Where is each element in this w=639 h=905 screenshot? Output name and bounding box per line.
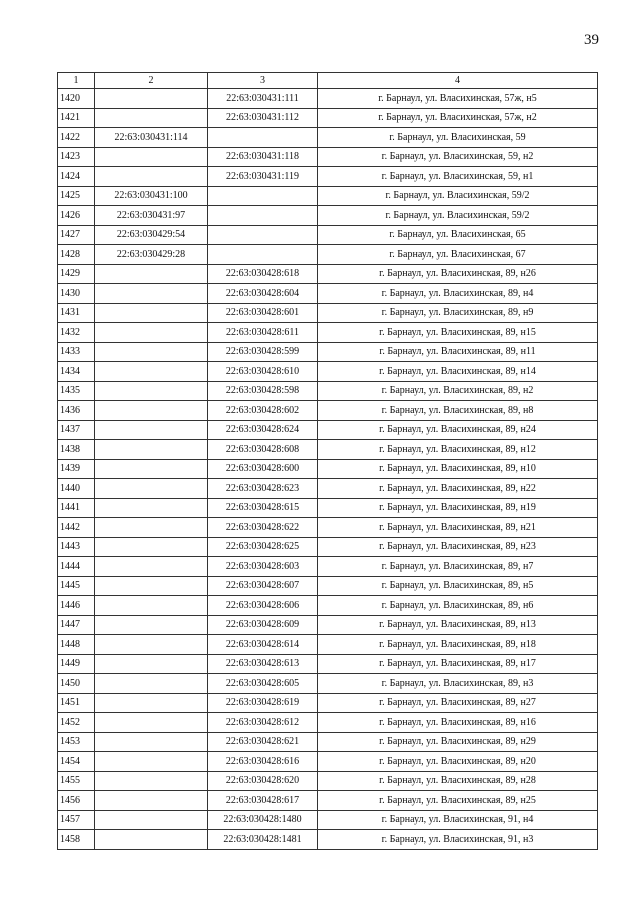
address-cell: г. Барнаул, ул. Власихинская, 89, н2 xyxy=(318,381,598,401)
building-cadastral-cell: 22:63:030428:1480 xyxy=(208,810,318,830)
row-number-cell: 1440 xyxy=(58,479,95,499)
row-number-cell: 1438 xyxy=(58,440,95,460)
building-cadastral-cell: 22:63:030428:611 xyxy=(208,323,318,343)
row-number-cell: 1428 xyxy=(58,245,95,265)
land-cadastral-cell xyxy=(95,420,208,440)
land-cadastral-cell xyxy=(95,693,208,713)
header-cell-col3: 3 xyxy=(208,73,318,89)
table-row xyxy=(58,342,598,362)
land-cadastral-cell xyxy=(95,401,208,421)
land-cadastral-cell xyxy=(95,576,208,596)
table-header xyxy=(58,73,598,89)
building-cadastral-cell: 22:63:030428:1481 xyxy=(208,830,318,850)
address-cell: г. Барнаул, ул. Власихинская, 89, н11 xyxy=(318,342,598,362)
address-cell: г. Барнаул, ул. Власихинская, 89, н22 xyxy=(318,479,598,499)
address-cell: г. Барнаул, ул. Власихинская, 89, н24 xyxy=(318,420,598,440)
address-cell: г. Барнаул, ул. Власихинская, 89, н23 xyxy=(318,537,598,557)
address-cell: г. Барнаул, ул. Власихинская, 89, н13 xyxy=(318,615,598,635)
land-cadastral-cell xyxy=(95,284,208,304)
table-row xyxy=(58,732,598,752)
row-number-cell: 1443 xyxy=(58,537,95,557)
address-cell: г. Барнаул, ул. Власихинская, 59/2 xyxy=(318,186,598,206)
address-cell: г. Барнаул, ул. Власихинская, 89, н5 xyxy=(318,576,598,596)
land-cadastral-cell xyxy=(95,303,208,323)
land-cadastral-cell xyxy=(95,810,208,830)
building-cadastral-cell: 22:63:030428:602 xyxy=(208,401,318,421)
address-cell: г. Барнаул, ул. Власихинская, 89, н16 xyxy=(318,713,598,733)
land-cadastral-cell xyxy=(95,674,208,694)
building-cadastral-cell: 22:63:030428:601 xyxy=(208,303,318,323)
row-number-cell: 1429 xyxy=(58,264,95,284)
address-cell: г. Барнаул, ул. Власихинская, 91, н3 xyxy=(318,830,598,850)
building-cadastral-cell: 22:63:030428:622 xyxy=(208,518,318,538)
row-number-cell: 1446 xyxy=(58,596,95,616)
building-cadastral-cell xyxy=(208,186,318,206)
table-row xyxy=(58,245,598,265)
registry-table xyxy=(57,72,598,850)
land-cadastral-cell xyxy=(95,479,208,499)
land-cadastral-cell: 22:63:030431:114 xyxy=(95,128,208,148)
building-cadastral-cell: 22:63:030428:607 xyxy=(208,576,318,596)
building-cadastral-cell: 22:63:030428:614 xyxy=(208,635,318,655)
land-cadastral-cell xyxy=(95,108,208,128)
land-cadastral-cell xyxy=(95,537,208,557)
address-cell: г. Барнаул, ул. Власихинская, 89, н6 xyxy=(318,596,598,616)
header-cell-col2: 2 xyxy=(95,73,208,89)
building-cadastral-cell: 22:63:030428:617 xyxy=(208,791,318,811)
row-number-cell: 1450 xyxy=(58,674,95,694)
address-cell: г. Барнаул, ул. Власихинская, 59, н1 xyxy=(318,167,598,187)
row-number-cell: 1456 xyxy=(58,791,95,811)
address-cell: г. Барнаул, ул. Власихинская, 57ж, н2 xyxy=(318,108,598,128)
building-cadastral-cell: 22:63:030428:625 xyxy=(208,537,318,557)
table-row xyxy=(58,401,598,421)
building-cadastral-cell: 22:63:030428:624 xyxy=(208,420,318,440)
row-number-cell: 1434 xyxy=(58,362,95,382)
address-cell: г. Барнаул, ул. Власихинская, 65 xyxy=(318,225,598,245)
building-cadastral-cell: 22:63:030428:603 xyxy=(208,557,318,577)
row-number-cell: 1436 xyxy=(58,401,95,421)
address-cell: г. Барнаул, ул. Власихинская, 89, н25 xyxy=(318,791,598,811)
row-number-cell: 1455 xyxy=(58,771,95,791)
building-cadastral-cell: 22:63:030428:615 xyxy=(208,498,318,518)
land-cadastral-cell: 22:63:030431:100 xyxy=(95,186,208,206)
building-cadastral-cell: 22:63:030428:606 xyxy=(208,596,318,616)
land-cadastral-cell: 22:63:030431:97 xyxy=(95,206,208,226)
row-number-cell: 1424 xyxy=(58,167,95,187)
row-number-cell: 1453 xyxy=(58,732,95,752)
address-cell: г. Барнаул, ул. Власихинская, 89, н20 xyxy=(318,752,598,772)
table-row xyxy=(58,615,598,635)
address-cell: г. Барнаул, ул. Власихинская, 89, н17 xyxy=(318,654,598,674)
row-number-cell: 1454 xyxy=(58,752,95,772)
land-cadastral-cell xyxy=(95,498,208,518)
building-cadastral-cell xyxy=(208,206,318,226)
land-cadastral-cell xyxy=(95,615,208,635)
table-row xyxy=(58,225,598,245)
row-number-cell: 1423 xyxy=(58,147,95,167)
row-number-cell: 1448 xyxy=(58,635,95,655)
land-cadastral-cell xyxy=(95,459,208,479)
row-number-cell: 1432 xyxy=(58,323,95,343)
building-cadastral-cell: 22:63:030428:612 xyxy=(208,713,318,733)
table-row xyxy=(58,420,598,440)
building-cadastral-cell: 22:63:030431:112 xyxy=(208,108,318,128)
address-cell: г. Барнаул, ул. Власихинская, 89, н21 xyxy=(318,518,598,538)
row-number-cell: 1444 xyxy=(58,557,95,577)
building-cadastral-cell: 22:63:030428:616 xyxy=(208,752,318,772)
row-number-cell: 1426 xyxy=(58,206,95,226)
table-row xyxy=(58,693,598,713)
row-number-cell: 1420 xyxy=(58,89,95,109)
address-cell: г. Барнаул, ул. Власихинская, 67 xyxy=(318,245,598,265)
land-cadastral-cell xyxy=(95,440,208,460)
row-number-cell: 1439 xyxy=(58,459,95,479)
row-number-cell: 1427 xyxy=(58,225,95,245)
address-cell: г. Барнаул, ул. Власихинская, 89, н12 xyxy=(318,440,598,460)
row-number-cell: 1441 xyxy=(58,498,95,518)
table-row xyxy=(58,323,598,343)
building-cadastral-cell xyxy=(208,128,318,148)
row-number-cell: 1437 xyxy=(58,420,95,440)
row-number-cell: 1445 xyxy=(58,576,95,596)
building-cadastral-cell: 22:63:030428:605 xyxy=(208,674,318,694)
table-body xyxy=(58,89,598,850)
address-cell: г. Барнаул, ул. Власихинская, 89, н10 xyxy=(318,459,598,479)
table-row xyxy=(58,830,598,850)
address-cell: г. Барнаул, ул. Власихинская, 89, н29 xyxy=(318,732,598,752)
land-cadastral-cell xyxy=(95,654,208,674)
table-row xyxy=(58,674,598,694)
table-row xyxy=(58,89,598,109)
table-row xyxy=(58,362,598,382)
land-cadastral-cell xyxy=(95,381,208,401)
land-cadastral-cell xyxy=(95,89,208,109)
table-row xyxy=(58,264,598,284)
header-cell-col4: 4 xyxy=(318,73,598,89)
row-number-cell: 1452 xyxy=(58,713,95,733)
land-cadastral-cell xyxy=(95,342,208,362)
building-cadastral-cell: 22:63:030428:604 xyxy=(208,284,318,304)
row-number-cell: 1458 xyxy=(58,830,95,850)
building-cadastral-cell: 22:63:030428:598 xyxy=(208,381,318,401)
building-cadastral-cell: 22:63:030431:111 xyxy=(208,89,318,109)
land-cadastral-cell xyxy=(95,264,208,284)
table-row xyxy=(58,459,598,479)
building-cadastral-cell: 22:63:030428:621 xyxy=(208,732,318,752)
address-cell: г. Барнаул, ул. Власихинская, 89, н15 xyxy=(318,323,598,343)
table-row xyxy=(58,771,598,791)
building-cadastral-cell: 22:63:030428:609 xyxy=(208,615,318,635)
land-cadastral-cell xyxy=(95,635,208,655)
address-cell: г. Барнаул, ул. Власихинская, 89, н8 xyxy=(318,401,598,421)
table-row xyxy=(58,713,598,733)
address-cell: г. Барнаул, ул. Власихинская, 91, н4 xyxy=(318,810,598,830)
building-cadastral-cell: 22:63:030428:623 xyxy=(208,479,318,499)
address-cell: г. Барнаул, ул. Власихинская, 57ж, н5 xyxy=(318,89,598,109)
land-cadastral-cell xyxy=(95,771,208,791)
land-cadastral-cell xyxy=(95,713,208,733)
address-cell: г. Барнаул, ул. Власихинская, 59 xyxy=(318,128,598,148)
table-row xyxy=(58,557,598,577)
table-row xyxy=(58,791,598,811)
table-row xyxy=(58,108,598,128)
address-cell: г. Барнаул, ул. Власихинская, 59/2 xyxy=(318,206,598,226)
address-cell: г. Барнаул, ул. Власихинская, 89, н3 xyxy=(318,674,598,694)
table-row xyxy=(58,537,598,557)
table-row xyxy=(58,654,598,674)
row-number-cell: 1425 xyxy=(58,186,95,206)
row-number-cell: 1431 xyxy=(58,303,95,323)
row-number-cell: 1451 xyxy=(58,693,95,713)
land-cadastral-cell xyxy=(95,167,208,187)
building-cadastral-cell xyxy=(208,245,318,265)
building-cadastral-cell: 22:63:030428:610 xyxy=(208,362,318,382)
building-cadastral-cell: 22:63:030428:613 xyxy=(208,654,318,674)
building-cadastral-cell: 22:63:030428:600 xyxy=(208,459,318,479)
building-cadastral-cell: 22:63:030428:620 xyxy=(208,771,318,791)
table-row xyxy=(58,147,598,167)
table-row xyxy=(58,752,598,772)
row-number-cell: 1447 xyxy=(58,615,95,635)
address-cell: г. Барнаул, ул. Власихинская, 89, н19 xyxy=(318,498,598,518)
address-cell: г. Барнаул, ул. Власихинская, 89, н27 xyxy=(318,693,598,713)
row-number-cell: 1449 xyxy=(58,654,95,674)
table-row xyxy=(58,284,598,304)
building-cadastral-cell: 22:63:030428:608 xyxy=(208,440,318,460)
address-cell: г. Барнаул, ул. Власихинская, 89, н14 xyxy=(318,362,598,382)
address-cell: г. Барнаул, ул. Власихинская, 89, н26 xyxy=(318,264,598,284)
row-number-cell: 1422 xyxy=(58,128,95,148)
row-number-cell: 1433 xyxy=(58,342,95,362)
table-row xyxy=(58,440,598,460)
row-number-cell: 1430 xyxy=(58,284,95,304)
table-row xyxy=(58,498,598,518)
address-cell: г. Барнаул, ул. Власихинская, 89, н4 xyxy=(318,284,598,304)
land-cadastral-cell xyxy=(95,596,208,616)
address-cell: г. Барнаул, ул. Власихинская, 89, н7 xyxy=(318,557,598,577)
land-cadastral-cell xyxy=(95,323,208,343)
building-cadastral-cell: 22:63:030431:119 xyxy=(208,167,318,187)
table-row xyxy=(58,186,598,206)
building-cadastral-cell: 22:63:030431:118 xyxy=(208,147,318,167)
land-cadastral-cell xyxy=(95,830,208,850)
land-cadastral-cell xyxy=(95,752,208,772)
table-row xyxy=(58,128,598,148)
table-row xyxy=(58,576,598,596)
table-row xyxy=(58,167,598,187)
row-number-cell: 1457 xyxy=(58,810,95,830)
land-cadastral-cell: 22:63:030429:54 xyxy=(95,225,208,245)
header-cell-col1: 1 xyxy=(58,73,95,89)
table-row xyxy=(58,206,598,226)
building-cadastral-cell xyxy=(208,225,318,245)
land-cadastral-cell xyxy=(95,147,208,167)
table-row xyxy=(58,635,598,655)
header-row xyxy=(58,73,598,89)
land-cadastral-cell xyxy=(95,791,208,811)
row-number-cell: 1435 xyxy=(58,381,95,401)
address-cell: г. Барнаул, ул. Власихинская, 89, н28 xyxy=(318,771,598,791)
building-cadastral-cell: 22:63:030428:619 xyxy=(208,693,318,713)
row-number-cell: 1442 xyxy=(58,518,95,538)
page-number: 39 xyxy=(584,32,599,48)
address-cell: г. Барнаул, ул. Власихинская, 89, н9 xyxy=(318,303,598,323)
building-cadastral-cell: 22:63:030428:599 xyxy=(208,342,318,362)
table-row xyxy=(58,596,598,616)
table-row xyxy=(58,381,598,401)
land-cadastral-cell xyxy=(95,732,208,752)
table-row xyxy=(58,303,598,323)
address-cell: г. Барнаул, ул. Власихинская, 59, н2 xyxy=(318,147,598,167)
building-cadastral-cell: 22:63:030428:618 xyxy=(208,264,318,284)
table-row xyxy=(58,810,598,830)
address-cell: г. Барнаул, ул. Власихинская, 89, н18 xyxy=(318,635,598,655)
table-row xyxy=(58,479,598,499)
table-row xyxy=(58,518,598,538)
land-cadastral-cell xyxy=(95,362,208,382)
land-cadastral-cell xyxy=(95,518,208,538)
row-number-cell: 1421 xyxy=(58,108,95,128)
land-cadastral-cell xyxy=(95,557,208,577)
land-cadastral-cell: 22:63:030429:28 xyxy=(95,245,208,265)
